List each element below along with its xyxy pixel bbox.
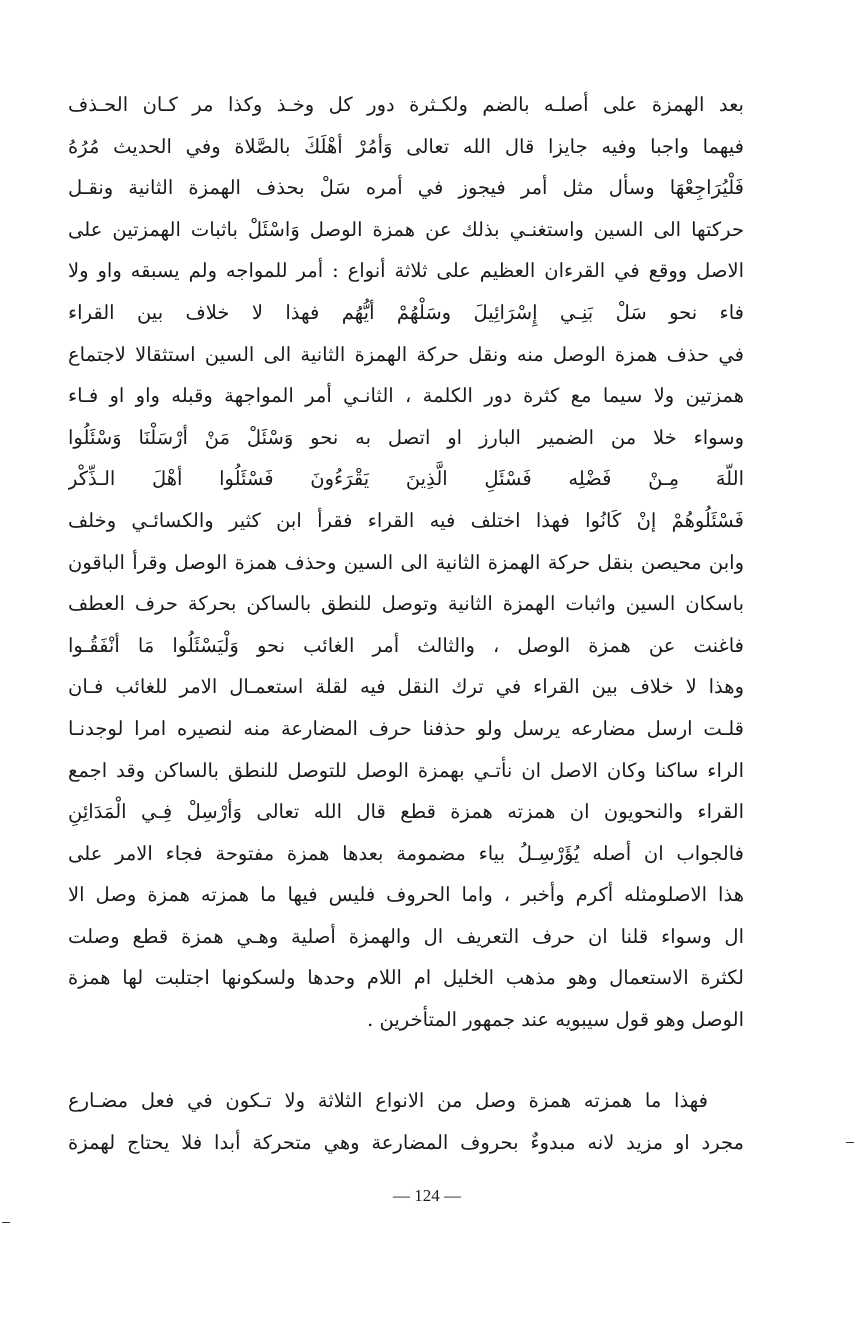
text-line: فاء نحو سَلْ بَنِـي إِسْرَائِيلَ وسَلْهُمْ أيُّهُم فهذا لا خلاف بين القراء xyxy=(68,300,744,324)
text-line: القراء والنحويون ان همزته همزة قطع قال الله تعالى وَأرْسِلْ فِـي الْمَدَائِنِ xyxy=(68,800,744,824)
text-line: لكثرة الاستعمال وهو مذهب الخليل ام اللام وحدها ولسكونها اجتلبت لها همزة xyxy=(68,966,744,990)
text-line: هذا الاصلومثله أكرم وأخبر ، واما الحروف فليس فيها ما همزته همزة وصل الا xyxy=(68,883,744,907)
text-line: مجرد او مزيد لانه مبدوءٌ بحروف المضارعة وهي متحركة أبدا فلا يحتاج لهمزة xyxy=(68,1130,744,1154)
margin-mark xyxy=(846,1142,854,1143)
page-number: — 124 — xyxy=(393,1186,461,1205)
text-line: الوصل وهو قول سيبويه عند جمهور المتأخرين . xyxy=(367,1008,744,1032)
text-line: وهذا لا خلاف بين القراء في ترك النقل فيه لقلة استعمـال الامر للغائب فـان xyxy=(68,675,744,699)
text-line: همزتين ولا سيما مع كثرة دور الكلمة ، الثانـي أمر المواجهة وقبله واو او فـاء xyxy=(68,384,744,408)
text-line: فالجواب ان أصله يُؤَرْسِـلُ بياء مضمومة بعدها همزة مفتوحة فجاء الامر على xyxy=(68,841,744,865)
text-line: قلـت ارسل مضارعه يرسل ولو حذفنا حرف المضارعة منه لنصيره امرا لوجدنـا xyxy=(68,716,744,740)
text-line: فهذا ما همزته همزة وصل من الانواع الثلاثة ولا تـكون في فعل مضـارع xyxy=(68,1089,708,1112)
text-line: فَلْيُرَاجِعْهَا وسأل مثل أمر فيجوز في أمره سَلْ بحذف الهمزة الثانية ونقـل xyxy=(68,176,744,200)
paragraph-1 xyxy=(68,84,744,1041)
text-line: الاصل ووقع في القرءان العظيم على ثلاثة أنواع : أمر للمواجه ولم يسبقه واو ولا xyxy=(68,259,744,283)
paragraph-2 xyxy=(68,1080,744,1163)
text-line: في حذف همزة الوصل منه ونقل حركة الهمزة الثانية الى السين استثقالا لاجتماع xyxy=(68,342,744,366)
text-line: باسكان السين واثبات الهمزة الثانية وتوصل للنطق بالساكن بحركة حرف العطف xyxy=(68,592,744,616)
text-line: بعد الهمزة على أصلـه بالضم ولكـثرة دور كل وخـذ وكذا مر كـان الحـذف xyxy=(68,93,744,116)
text-line: ال وسواء قلنا ان حرف التعريف ال والهمزة أصلية وهـي همزة قطع وصلت xyxy=(68,924,744,948)
text-line: حركتها الى السين واستغنـي بذلك عن همزة الوصل وَاسْئَلْ باثبات الهمزتين على xyxy=(68,217,744,241)
text-line: الراء ساكنا وكان الاصل ان نأتـي بهمزة الوصل للتوصل للنطق بالساكن وقد اجمع xyxy=(68,758,744,782)
text-line: وسواء خلا من الضمير البارز او اتصل به نحو وَسْئَلْ مَنْ أرْسَلْنَا وَسْئَلُوا xyxy=(68,425,744,449)
text-line: اللّهَ مِـنْ فَضْلِه فَسْئَلِ الَّذِينَ يَقْرَءُونَ فَسْئَلُوا أهْلَ الـذِّكْر xyxy=(68,467,744,491)
text-line: فاغنت عن همزة الوصل ، والثالث أمر الغائب نحو وَلْيَسْئَلُوا مَا أنْفَقُـوا xyxy=(68,633,744,657)
margin-mark xyxy=(2,1222,10,1223)
text-line: وابن محيصن بنقل حركة الهمزة الثانية الى السين وحذف همزة الوصل وقرأ الباقون xyxy=(68,550,744,574)
text-line: فيهما واجبا وفيه جايزا قال الله تعالى وَأمُرْ أهْلَكَ بالصَّلاة وفي الحديث مُرُهُ xyxy=(68,134,744,158)
text-line: فَسْئَلُوهُمْ إنْ كَانُوا فهذا اختلف فيه القراء فقرأ ابن كثير والكسائـي وخلف xyxy=(68,508,744,532)
